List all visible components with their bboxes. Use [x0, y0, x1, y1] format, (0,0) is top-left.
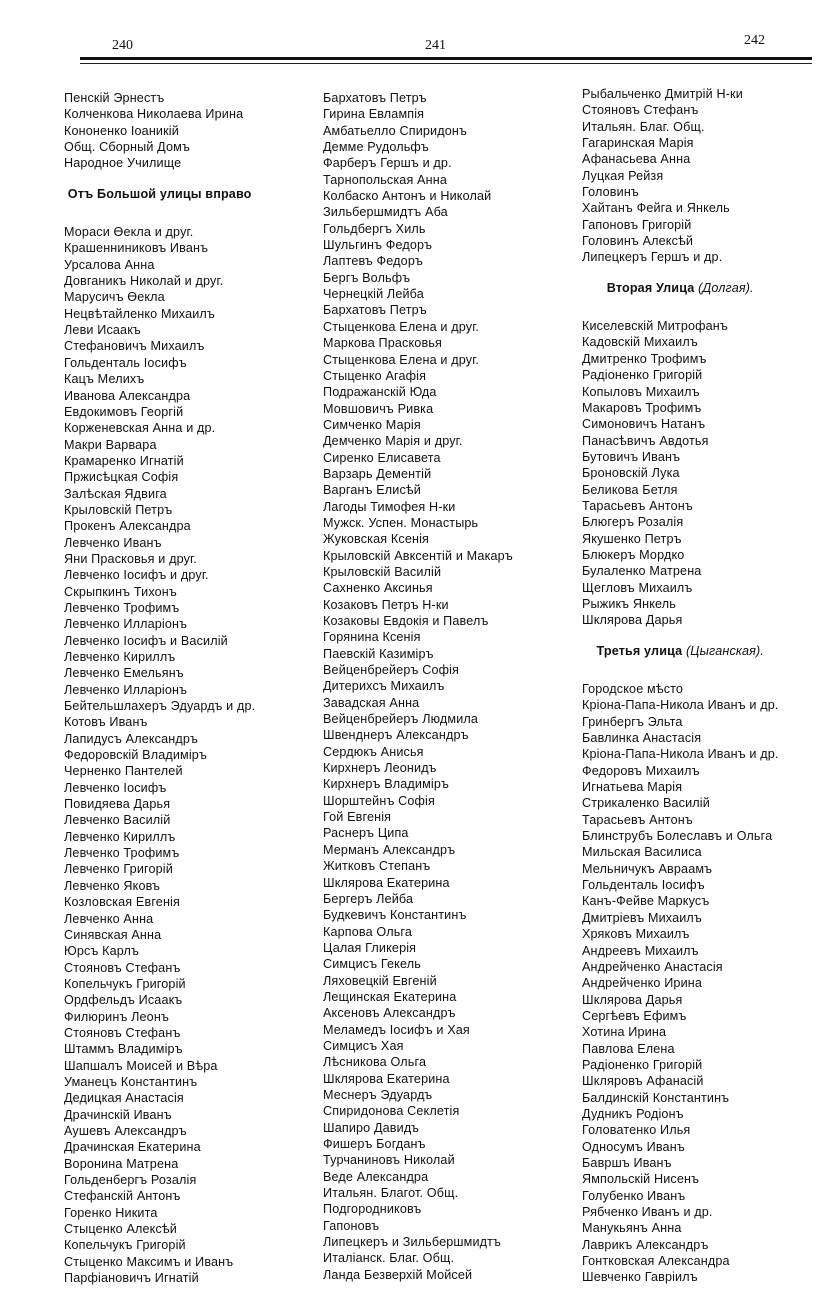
col3-heading-second-street — [582, 280, 779, 296]
col3-top-list — [582, 86, 779, 266]
list-item: Федоровъ Михаилъ — [582, 763, 700, 778]
list-item: Спиридонова Секлетія — [323, 1104, 460, 1119]
list-item: Рыбальченко Дмитрій Н-ки — [582, 87, 743, 101]
list-item: Сахненко Аксинья — [323, 581, 433, 596]
list-item: Афанасьева Анна — [582, 152, 691, 167]
list-item: Тарнопольская Анна — [323, 172, 447, 187]
list-item: Копельчукъ Григорій — [64, 1238, 186, 1253]
list-item: Радіоненко Григорій — [582, 368, 703, 383]
list-item: Мельничукъ Авраамъ — [582, 861, 713, 876]
list-item: Крашенниниковъ Иванъ — [64, 241, 209, 256]
list-item: Дитерихсъ Михаилъ — [323, 679, 445, 694]
list-item: Лагоды Тимофея Н-ки — [323, 499, 456, 514]
list-item: Канъ-Фейве Маркусъ — [582, 894, 710, 909]
list-item: Липецкеръ Гершъ и др. — [582, 250, 723, 265]
list-item: Стыценкова Елена и друг. — [323, 319, 480, 334]
list-item: Шапиро Давидъ — [323, 1120, 420, 1135]
list-item: Крыловскій Авксентій и Макаръ — [323, 548, 513, 563]
list-item: Уманецъ Константинъ — [64, 1074, 198, 1089]
list-item: Бавршъ Иванъ — [582, 1155, 672, 1170]
list-item: Пржисѣцкая Софія — [64, 470, 179, 485]
list-item: Зильбершмидтъ Аба — [323, 205, 448, 220]
list-item: Общ. Сборный Домъ — [64, 140, 190, 155]
list-item: Бергъ Вольфъ — [323, 270, 411, 285]
list-item: Сиренко Елисавета — [323, 450, 441, 465]
list-item: Мильская Василиса — [582, 845, 702, 860]
list-item: Пенскій Эрнестъ — [64, 91, 165, 105]
list-item: Завадская Анна — [323, 695, 420, 710]
list-item: Иванова Александра — [64, 388, 191, 403]
list-item: Игнатьева Марія — [582, 780, 683, 795]
list-item: Броновскій Лука — [582, 466, 680, 481]
list-item: Беликова Бетля — [582, 482, 678, 497]
list-item: Италіанск. Благ. Общ. — [323, 1251, 455, 1266]
col1-list — [64, 224, 255, 1286]
list-item: Нецвѣтайленко Михаилъ — [64, 306, 215, 321]
list-item: Шкляровъ Афанасій — [582, 1074, 704, 1089]
list-item: Бутовичъ Иванъ — [582, 449, 681, 464]
list-item: Макри Варвара — [64, 437, 157, 452]
list-item: Гагаринская Марія — [582, 136, 694, 151]
list-item: Щегловъ Михаилъ — [582, 580, 693, 595]
list-item: Крыловскій Василій — [323, 564, 442, 579]
list-item: Стояновъ Стефанъ — [582, 103, 699, 118]
column-3 — [582, 86, 779, 1286]
header-rule-thick — [80, 57, 812, 60]
list-item: Мерманъ Александръ — [323, 842, 456, 857]
list-item: Рябченко Иванъ и др. — [582, 1205, 713, 1219]
list-item: Головатенко Илья — [582, 1123, 691, 1138]
list-item: Бавлинка Анастасія — [582, 731, 702, 746]
list-item: Левченко Трофимъ — [64, 846, 180, 861]
list-item: Козаковъ Петръ Н-ки — [323, 597, 449, 612]
list-item: Фишеръ Богданъ — [323, 1137, 426, 1151]
list-item: Сергѣевъ Ефимъ — [582, 1008, 687, 1023]
list-item: Крыловскій Петръ — [64, 502, 173, 517]
list-item: Драчинскій Иванъ — [64, 1107, 172, 1122]
list-item: Левченко Григорій — [64, 862, 173, 877]
list-item: Леви Исаакъ — [64, 323, 141, 338]
list-item: Кацъ Мелихъ — [64, 372, 145, 387]
list-item: Левченко Василій — [64, 813, 171, 828]
list-item: Народное Училище — [64, 156, 182, 171]
col3-bottom-list — [582, 681, 779, 1286]
list-item: Манукьянъ Анна — [582, 1221, 682, 1236]
list-item: Стояновъ Стефанъ — [64, 960, 181, 975]
list-item: Хряковъ Михаилъ — [582, 927, 690, 942]
heading-subtitle: (Долгая). — [698, 280, 754, 295]
list-item: Шевченко Гавріилъ — [582, 1270, 698, 1285]
list-item: Городское мѣсто — [582, 682, 684, 696]
list-item: Стояновъ Стефанъ — [64, 1025, 181, 1040]
list-item: Повидяева Дарья — [64, 797, 171, 812]
list-item: Лаптевъ Федоръ — [323, 254, 423, 269]
list-item: Меламедъ Іосифъ и Хая — [323, 1022, 470, 1037]
list-item: Левченко Іосифъ и друг. — [64, 568, 209, 583]
list-item: Левченко Илларіонъ — [64, 682, 188, 697]
list-item: Мужск. Успен. Монастырь — [323, 515, 479, 530]
list-item: Бархатовъ Петръ — [323, 91, 427, 105]
list-item: Хотина Ирина — [582, 1025, 667, 1040]
list-item: Стыценко Максимъ и Иванъ — [64, 1254, 234, 1269]
list-item: Ланда Безверхій Мойсей — [323, 1267, 473, 1282]
list-item: Стыценко Алексѣй — [64, 1222, 177, 1237]
list-item: Евдокимовъ Георгій — [64, 404, 184, 419]
list-item: Блинструбъ Болеславъ и Ольга — [582, 829, 773, 844]
list-item: Парфіановичъ Игнатій — [64, 1271, 199, 1286]
list-item: Шапшалъ Моисей и Вѣра — [64, 1058, 218, 1073]
list-item: Шклярова Екатерина — [323, 875, 450, 890]
page-number-right: 242 — [744, 33, 765, 48]
list-item: Бейтельшлахеръ Эдуардъ и др. — [64, 699, 256, 714]
heading-title: Третья улица — [596, 643, 683, 658]
col1-section-heading: Отъ Большой улицы вправо — [67, 186, 252, 201]
list-item: Будкевичъ Константинъ — [323, 908, 467, 923]
list-item: Шорштейнъ Софія — [323, 793, 435, 808]
list-item: Левченко Иванъ — [64, 535, 162, 550]
list-item: Марусичъ Өекла — [64, 290, 165, 305]
list-item: Андрейченко Анастасія — [582, 959, 723, 974]
list-item: Паевскій Казиміръ — [323, 646, 434, 661]
list-item: Лещинская Екатерина — [323, 989, 457, 1004]
list-item: Турчаниновъ Николай — [323, 1153, 455, 1168]
list-item: Аксеновъ Александръ — [323, 1006, 456, 1021]
list-item: Якушенко Петръ — [582, 531, 682, 546]
list-item: Копыловъ Михаилъ — [582, 384, 700, 399]
list-item: Стефановичъ Михаилъ — [64, 339, 205, 354]
list-item: Головинъ — [582, 185, 639, 200]
list-item: Балдинскій Константинъ — [582, 1090, 730, 1105]
list-item: Радіоненко Григорій — [582, 1057, 703, 1072]
list-item: Меснеръ Эдуардъ — [323, 1087, 433, 1102]
list-item: Аушевъ Александръ — [64, 1123, 187, 1138]
list-item: Блюгеръ Розалія — [582, 515, 684, 530]
list-item: Итальян. Благ. Общ. — [582, 119, 705, 134]
list-item: Андрейченко Ирина — [582, 976, 703, 991]
header-rule-thin — [80, 63, 812, 64]
list-item: Левченко Емельянъ — [64, 666, 184, 681]
list-item: Веде Александра — [323, 1169, 429, 1184]
list-item: Демме Рудольфъ — [323, 140, 429, 155]
list-item: Подражанскій Юда — [323, 385, 437, 400]
list-item: Рыжикъ Янкель — [582, 596, 676, 611]
list-item: Козаковы Евдокія и Павелъ — [323, 614, 489, 628]
list-item: Симченко Марія — [323, 417, 421, 432]
list-item: Козловская Евгенія — [64, 895, 180, 910]
list-item: Головинъ Алексѣй — [582, 234, 694, 249]
list-item: Андреевъ Михаилъ — [582, 943, 699, 958]
list-item: Прокенъ Александра — [64, 519, 191, 534]
list-item: Тарасьевъ Антонъ — [582, 812, 693, 827]
list-item: Штаммъ Владиміръ — [64, 1042, 183, 1057]
column-2 — [323, 90, 513, 1283]
list-item: Мораси Өекла и друг. — [64, 225, 194, 240]
list-item: Варганъ Елисѣй — [323, 483, 421, 498]
list-item: Цалая Гликерія — [323, 940, 417, 955]
list-item: Черненко Пантелей — [64, 764, 183, 779]
list-item: Кріона-Папа-Никола Иванъ и др. — [582, 747, 779, 762]
list-item: Макаровъ Трофимъ — [582, 400, 702, 415]
list-item: Стефанскій Антонъ — [64, 1189, 181, 1204]
list-item: Колченкова Николаева Ирина — [64, 107, 244, 122]
list-item: Фарберъ Гершъ и др. — [323, 156, 452, 171]
list-item: Тарасьевъ Антонъ — [582, 498, 693, 513]
list-item: Вейценбрейеръ Людмила — [323, 712, 479, 727]
list-item: Амбатьелло Спиридонъ — [323, 123, 467, 138]
list-item: Луцкая Рейзя — [582, 168, 664, 183]
list-item: Панасѣвичъ Авдотья — [582, 433, 709, 448]
list-item: Урсалова Анна — [64, 257, 155, 272]
list-item: Демченко Марія и друг. — [323, 434, 463, 449]
col2-list — [323, 90, 513, 1283]
list-item: Итальян. Благот. Общ. — [323, 1186, 459, 1201]
list-item: Житковъ Степанъ — [323, 859, 431, 874]
list-item: Карпова Ольга — [323, 924, 413, 939]
list-item: Левченко Кириллъ — [64, 650, 176, 664]
list-item: Филюринъ Леонъ — [64, 1009, 169, 1024]
list-item: Дудникъ Родіонъ — [582, 1106, 684, 1121]
list-item: Скрыпкинъ Тихонъ — [64, 584, 177, 599]
list-item: Гольденталь Іосифъ — [64, 355, 187, 370]
list-item: Шклярова Дарья — [582, 992, 683, 1007]
list-item: Голубенко Иванъ — [582, 1188, 686, 1203]
list-item: Синявская Анна — [64, 927, 162, 942]
list-item: Дедицкая Анастасія — [64, 1091, 184, 1106]
list-item: Юрсъ Карлъ — [64, 944, 140, 959]
list-item: Мовшовичъ Ривка — [323, 401, 434, 416]
heading-subtitle: (Цыганская). — [685, 643, 765, 658]
list-item: Ямпольскій Нисенъ — [582, 1172, 700, 1187]
list-item: Гапоновъ — [323, 1218, 380, 1233]
list-item: Залѣская Ядвига — [64, 486, 167, 501]
list-item: Корженевская Анна и др. — [64, 421, 216, 436]
list-item: Липецкеръ и Зильбершмидтъ — [323, 1235, 502, 1250]
list-item: Левченко Яковъ — [64, 878, 161, 893]
list-item: Левченко Кириллъ — [64, 829, 176, 844]
list-item: Драчинская Екатерина — [64, 1140, 201, 1155]
list-item: Горянина Ксенія — [323, 630, 421, 645]
list-item: Стыценкова Елена и друг. — [323, 352, 480, 367]
list-item: Бергеръ Лейба — [323, 891, 414, 906]
list-item: Ордфельдъ Исаакъ — [64, 993, 183, 1008]
list-item: Кирхнеръ Владиміръ — [323, 777, 450, 792]
list-item: Бархатовъ Петръ — [323, 303, 427, 318]
list-item: Довганикъ Николай и друг. — [64, 274, 224, 289]
list-item: Воронина Матрена — [64, 1156, 179, 1171]
list-item: Симцисъ Хая — [323, 1038, 404, 1053]
list-item: Симцисъ Гекель — [323, 957, 421, 972]
list-item: Булаленко Матрена — [582, 564, 702, 579]
list-item: Гапоновъ Григорій — [582, 217, 692, 232]
list-item: Кирхнеръ Леонидъ — [323, 761, 437, 776]
list-item: Федоровскій Владиміръ — [64, 748, 207, 763]
list-item: Лѣсникова Ольга — [323, 1055, 427, 1070]
list-item: Колбаско Антонъ и Николай — [323, 189, 492, 204]
list-item: Яни Прасковья и друг. — [64, 551, 197, 566]
list-item: Односумъ Иванъ — [582, 1139, 685, 1154]
page-number-left: 240 — [112, 38, 133, 53]
list-item: Гонтковская Александра — [582, 1254, 730, 1269]
list-item: Дмитріевъ Михаилъ — [582, 910, 702, 925]
list-item: Варзарь Дементій — [323, 466, 432, 481]
list-item: Сердюкъ Анисья — [323, 744, 424, 759]
list-item: Швенднеръ Александръ — [323, 728, 469, 743]
list-item: Лапидусъ Александръ — [64, 731, 199, 746]
column-1 — [64, 90, 255, 1286]
list-item: Кадовскій Михаилъ — [582, 335, 698, 350]
list-item: Кононенко Іоаникій — [64, 123, 179, 138]
list-item: Горенко Никита — [64, 1205, 158, 1220]
list-item: Копельчукъ Григорій — [64, 976, 186, 991]
list-item: Хайтанъ Фейга и Янкель — [582, 201, 730, 216]
list-item: Павлова Елена — [582, 1041, 675, 1056]
list-item: Гольденбергъ Розалія — [64, 1173, 197, 1187]
list-item: Блюкеръ Мордко — [582, 547, 685, 562]
list-item: Маркова Прасковья — [323, 336, 442, 351]
list-item: Кріона-Папа-Никола Иванъ и др. — [582, 698, 779, 713]
page-number-center: 241 — [425, 38, 446, 53]
list-item: Гой Евгенія — [323, 810, 392, 825]
list-item: Шклярова Дарья — [582, 613, 683, 628]
list-item: Жуковская Ксенія — [323, 532, 430, 547]
list-item: Шклярова Екатерина — [323, 1071, 450, 1086]
list-item: Раснеръ Ципа — [323, 826, 409, 841]
list-item: Чернецкій Лейба — [323, 287, 424, 302]
list-item: Подгородниковъ — [323, 1202, 422, 1217]
list-item: Левченко Іосифъ и Василій — [64, 633, 228, 648]
list-item: Крамаренко Игнатій — [64, 453, 184, 468]
heading-title: Вторая Улица — [606, 280, 695, 295]
list-item: Лаврикъ Александръ — [582, 1237, 709, 1252]
list-item: Левченко Илларіонъ — [64, 617, 188, 632]
col3-heading-third-street — [582, 643, 779, 659]
col1-top-list — [64, 90, 255, 172]
list-item: Киселевскій Митрофанъ — [582, 319, 728, 334]
list-item: Гольденталь Іосифъ — [582, 878, 705, 893]
list-item: Левченко Іосифъ — [64, 780, 167, 795]
list-item: Стрикаленко Василій — [582, 796, 710, 811]
list-item: Вейценбрейеръ Софія — [323, 663, 460, 678]
list-item: Шульгинъ Федоръ — [323, 238, 433, 253]
list-item: Гринбергъ Эльта — [582, 714, 683, 729]
list-item: Левченко Трофимъ — [64, 600, 180, 615]
list-item: Гирина Евлампія — [323, 107, 425, 122]
list-item: Гольдбергъ Хиль — [323, 221, 426, 236]
list-item: Стыценко Агафія — [323, 368, 427, 383]
list-item: Котовъ Иванъ — [64, 715, 148, 730]
list-item: Ляховецкій Евгеній — [323, 973, 437, 988]
list-item: Левченко Анна — [64, 911, 154, 926]
list-item: Симоновичъ Натанъ — [582, 417, 706, 432]
list-item: Дмитренко Трофимъ — [582, 351, 707, 366]
col3-mid-list — [582, 318, 779, 629]
